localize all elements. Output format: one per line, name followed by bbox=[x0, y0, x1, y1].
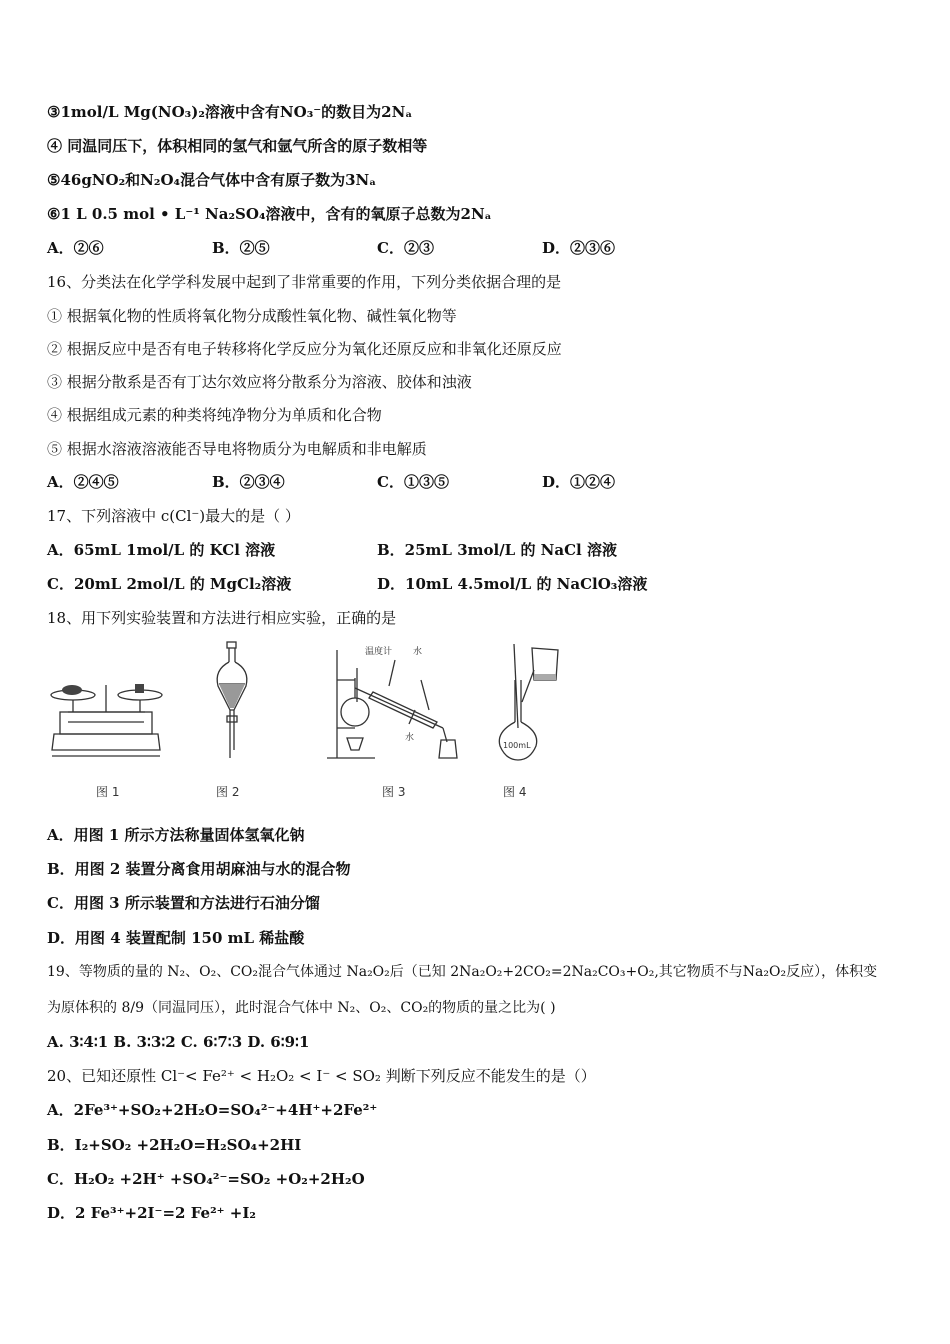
q17-option-c: C．20mL 2mol/L 的 MgCl₂溶液 bbox=[47, 575, 292, 593]
q16-item-4: ④ 根据组成元素的种类将纯净物分为单质和化合物 bbox=[47, 406, 382, 424]
q18-option-c: C．用图 3 所示装置和方法进行石油分馏 bbox=[47, 894, 320, 912]
q16-option-b: B．②③④ bbox=[212, 473, 285, 491]
q15-item-6: ⑥1 L 0.5 mol • L⁻¹ Na₂SO₄溶液中，含有的氧原子总数为2Nₐ bbox=[47, 205, 492, 223]
figure-1-balance bbox=[48, 640, 163, 765]
figure-4-volumetric-flask bbox=[492, 640, 567, 765]
q20-option-b: B．I₂+SO₂ +2H₂O=H₂SO₄+2HI bbox=[47, 1136, 302, 1154]
figure-4-caption: 图 4 bbox=[503, 785, 527, 799]
q16-item-1: ① 根据氧化物的性质将氧化物分成酸性氧化物、碱性氧化物等 bbox=[47, 307, 457, 325]
q19-stem-line-1: 19、等物质的量的 N₂、O₂、CO₂混合气体通过 Na₂O₂后（已知 2Na₂O₂+2CO₂=2Na₂CO₃+O₂,其它物质不与Na₂O₂反应），体积变 bbox=[47, 964, 878, 980]
q20-option-a: A．2Fe³⁺+SO₂+2H₂O=SO₄²⁻+4H⁺+2Fe²⁺ bbox=[47, 1101, 378, 1119]
figure-3-distillation-apparatus bbox=[325, 640, 475, 765]
figure-2-caption: 图 2 bbox=[216, 785, 240, 799]
q19-options: A. 3∶4∶1 B. 3∶3∶2 C. 6∶7∶3 D. 6∶9∶1 bbox=[47, 1033, 310, 1051]
q16-option-d: D．①②④ bbox=[542, 473, 616, 491]
figure-2-separatory-funnel bbox=[210, 640, 255, 765]
q15-item-4: ④ 同温同压下，体积相同的氢气和氩气所含的原子数相等 bbox=[47, 137, 428, 155]
q15-option-c: C．②③ bbox=[377, 239, 434, 257]
q15-item-5: ⑤46gNO₂和N₂O₄混合气体中含有原子数为3Nₐ bbox=[47, 171, 377, 189]
q18-option-b: B．用图 2 装置分离食用胡麻油与水的混合物 bbox=[47, 860, 351, 878]
q18-option-a: A．用图 1 所示方法称量固体氢氧化钠 bbox=[47, 826, 305, 844]
q17-stem: 17、下列溶液中 c(Cl⁻)最大的是（ ） bbox=[47, 507, 300, 525]
q17-option-a: A．65mL 1mol/L 的 KCl 溶液 bbox=[47, 541, 276, 559]
q17-option-b: B．25mL 3mol/L 的 NaCl 溶液 bbox=[377, 541, 617, 559]
q15-option-b: B．②⑤ bbox=[212, 239, 270, 257]
q16-item-5: ⑤ 根据水溶液溶液能否导电将物质分为电解质和非电解质 bbox=[47, 440, 427, 458]
figure-3-caption: 图 3 bbox=[382, 785, 406, 799]
flask-volume-label: 100mL bbox=[503, 741, 531, 750]
water-in-label: 水 bbox=[413, 647, 423, 657]
q16-option-a: A．②④⑤ bbox=[47, 473, 119, 491]
q16-option-c: C．①③⑤ bbox=[377, 473, 449, 491]
q15-option-a: A．②⑥ bbox=[47, 239, 104, 257]
q16-item-3: ③ 根据分散系是否有丁达尔效应将分散系分为溶液、胶体和浊液 bbox=[47, 373, 472, 391]
q16-item-2: ② 根据反应中是否有电子转移将化学反应分为氧化还原反应和非氧化还原反应 bbox=[47, 340, 562, 358]
q15-option-d: D．②③⑥ bbox=[542, 239, 616, 257]
q16-stem: 16、分类法在化学学科发展中起到了非常重要的作用，下列分类依据合理的是 bbox=[47, 273, 562, 291]
figure-1-caption: 图 1 bbox=[96, 785, 120, 799]
q18-stem: 18、用下列实验装置和方法进行相应实验，正确的是 bbox=[47, 609, 397, 627]
water-out-label: 水 bbox=[405, 733, 415, 743]
q20-stem: 20、已知还原性 Cl⁻< Fe²⁺ < H₂O₂ < I⁻ < SO₂ 判断下列反应不能发生的是（） bbox=[47, 1067, 596, 1085]
q15-item-3: ③1mol/L Mg(NO₃)₂溶液中含有NO₃⁻的数目为2Nₐ bbox=[47, 103, 413, 121]
q20-option-d: D．2 Fe³⁺+2I⁻=2 Fe²⁺ +I₂ bbox=[47, 1204, 256, 1222]
thermometer-label: 温度计 bbox=[365, 647, 393, 657]
q17-option-d: D．10mL 4.5mol/L 的 NaClO₃溶液 bbox=[377, 575, 648, 593]
q19-stem-line-2: 为原体积的 8/9（同温同压），此时混合气体中 N₂、O₂、CO₂的物质的量之比为( ) bbox=[47, 1000, 556, 1016]
q20-option-c: C．H₂O₂ +2H⁺ +SO₄²⁻=SO₂ +O₂+2H₂O bbox=[47, 1170, 365, 1188]
q18-option-d: D．用图 4 装置配制 150 mL 稀盐酸 bbox=[47, 929, 305, 947]
